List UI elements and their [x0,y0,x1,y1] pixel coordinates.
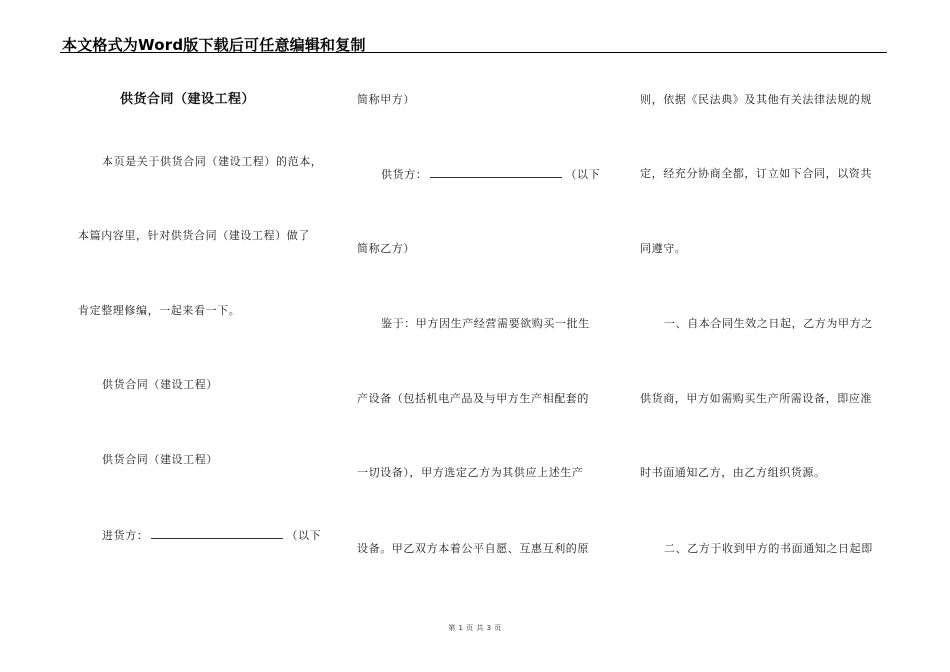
text-column-3 [640,0,880,672]
paragraph-line: 定，经充分协商全都，订立如下合同，以资共 [640,167,872,180]
paragraph-line: 鉴于：甲方因生产经营需要欲购买一批生 [381,317,590,330]
buyer-suffix: （以下 [286,529,322,542]
paragraph-line: 产设备（包括机电产品及与甲方生产相配套的 [357,392,589,405]
paragraph-line: 设备。甲乙双方本着公平自愿、互惠互利的原 [357,542,589,555]
paragraph-line: 简称乙方） [357,242,415,255]
paragraph-line: 则，依据《民法典》及其他有关法律法规的规 [640,93,872,106]
supplier-label: 供货方： [381,168,428,181]
paragraph-line: 供货合同（建设工程） [102,378,218,391]
paragraph-line: 同遵守。 [640,242,687,255]
document-title: 供货合同（建设工程） [120,92,256,107]
text-column-2 [357,0,601,672]
paragraph-line: 时书面通知乙方，由乙方组织货源。 [640,466,826,479]
paragraph-line: 供货合同（建设工程） [102,453,218,466]
page-number: 第 1 页 共 3 页 [448,624,502,632]
header-title: 本文格式为Word版下载后可任意编辑和复制 [62,36,366,54]
supplier-name-blank [430,167,562,178]
paragraph-line: 一、自本合同生效之日起，乙方为甲方之 [664,317,873,330]
paragraph-line: 一切设备），甲方选定乙方为其供应上述生产 [357,466,584,479]
paragraph-line: 本篇内容里，针对供货合同（建设工程）做了 [78,229,310,242]
paragraph-line: 二、乙方于收到甲方的书面通知之日起即 [664,542,873,555]
supplier-party-line [357,167,601,182]
paragraph-line: 本页是关于供货合同（建设工程）的范本， [102,155,323,168]
text-column-1 [78,0,323,672]
paragraph-line: 简称甲方） [357,93,415,106]
buyer-party-line [78,528,322,543]
buyer-name-blank [151,528,283,539]
paragraph-line: 肯定整理修编，一起来看一下。 [78,304,241,317]
paragraph-line: 供货商，甲方如需购买生产所需设备，即应准 [640,392,872,405]
buyer-label: 进货方： [102,529,149,542]
supplier-suffix: （以下 [565,168,601,181]
